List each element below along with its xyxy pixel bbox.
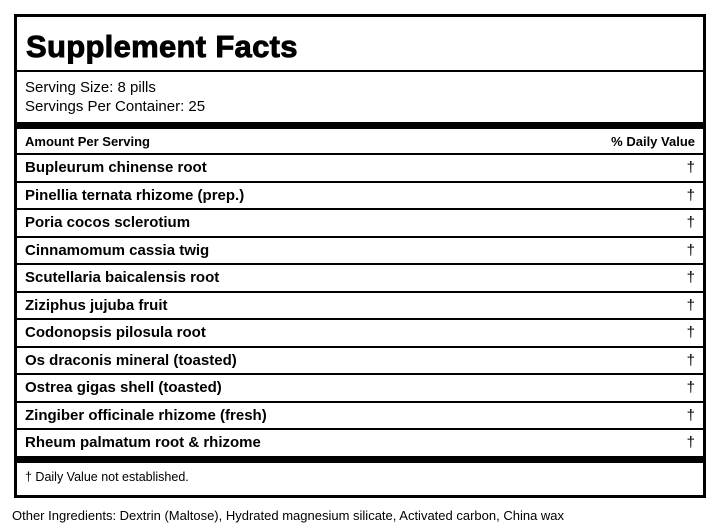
amount-per-serving-header: Amount Per Serving bbox=[25, 133, 150, 149]
ingredient-name: Scutellaria baicalensis root bbox=[25, 269, 220, 287]
ingredient-row bbox=[17, 348, 703, 376]
ingredient-list bbox=[17, 155, 703, 456]
panel-title: Supplement Facts bbox=[26, 29, 298, 64]
ingredient-daily-value: † bbox=[686, 159, 695, 177]
ingredient-row bbox=[17, 238, 703, 266]
ingredient-name: Codonopsis pilosula root bbox=[25, 324, 206, 342]
ingredient-daily-value: † bbox=[686, 324, 695, 342]
ingredient-daily-value: † bbox=[686, 241, 695, 259]
ingredient-daily-value: † bbox=[686, 379, 695, 397]
ingredient-daily-value: † bbox=[686, 186, 695, 204]
ingredient-name: Ostrea gigas shell (toasted) bbox=[25, 379, 222, 397]
ingredient-daily-value: † bbox=[686, 406, 695, 424]
servings-per-container: Servings Per Container: 25 bbox=[25, 98, 206, 115]
ingredient-row bbox=[17, 430, 703, 456]
serving-size: Serving Size: 8 pills bbox=[25, 79, 156, 96]
ingredient-daily-value: † bbox=[686, 214, 695, 232]
ingredient-row bbox=[17, 320, 703, 348]
ingredient-row bbox=[17, 265, 703, 293]
ingredient-name: Zingiber officinale rhizome (fresh) bbox=[25, 406, 267, 424]
ingredient-name: Ziziphus jujuba fruit bbox=[25, 296, 168, 314]
ingredient-row bbox=[17, 210, 703, 238]
daily-value-header: % Daily Value bbox=[611, 133, 695, 149]
serving-info bbox=[17, 72, 703, 122]
ingredient-row bbox=[17, 403, 703, 431]
ingredient-daily-value: † bbox=[686, 434, 695, 452]
ingredient-name: Rheum palmatum root & rhizome bbox=[25, 434, 261, 452]
thick-divider bbox=[17, 122, 703, 129]
ingredient-name: Bupleurum chinense root bbox=[25, 159, 207, 177]
ingredient-row bbox=[17, 183, 703, 211]
ingredient-daily-value: † bbox=[686, 351, 695, 369]
ingredient-row bbox=[17, 293, 703, 321]
thick-divider bbox=[17, 456, 703, 463]
supplement-facts-panel bbox=[14, 14, 706, 498]
column-header-row bbox=[17, 129, 703, 155]
ingredient-row bbox=[17, 375, 703, 403]
ingredient-name: Cinnamomum cassia twig bbox=[25, 241, 210, 259]
ingredient-name: Os draconis mineral (toasted) bbox=[25, 351, 237, 369]
ingredient-name: Poria cocos sclerotium bbox=[25, 214, 191, 232]
ingredient-daily-value: † bbox=[686, 296, 695, 314]
other-ingredients: Other Ingredients: Dextrin (Maltose), Hydrated magnesium silicate, Activated carbon, China wax bbox=[12, 508, 565, 523]
ingredient-daily-value: † bbox=[686, 269, 695, 287]
footnote: † Daily Value not established. bbox=[25, 469, 189, 484]
ingredient-row bbox=[17, 155, 703, 183]
ingredient-name: Pinellia ternata rhizome (prep.) bbox=[25, 186, 245, 204]
